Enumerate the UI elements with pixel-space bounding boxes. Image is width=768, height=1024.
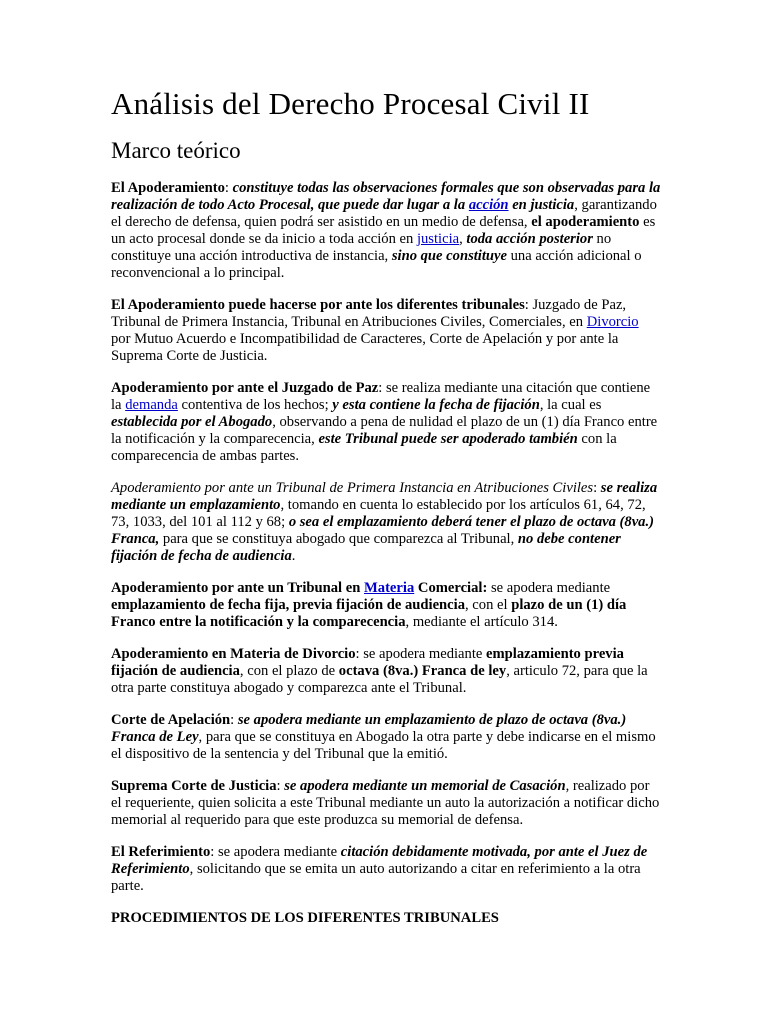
text-run: , realizado por el requeriente, quien solicita a este Tribunal mediante un auto la autorización a notificar dicho memorial al requerido para que este produzca su memorial de defensa. [111,778,660,828]
text-run: citación debidamente motivada, por ante el Juez de Referimiento [111,844,648,877]
text-run: por Mutuo Acuerdo e Incompatibilidad de Caracteres, Corte de Apelación y por ante la Suprema Corte de Justicia. [111,331,619,364]
document-body [111,180,661,895]
paragraph-materia-divorcio [111,646,661,697]
text-run: este Tribunal puede ser apoderado también [318,431,578,447]
text-run: El Referimiento [111,844,211,860]
paragraph-referimiento [111,844,661,895]
text-run: , con el plazo de [239,663,339,679]
text-run: Apoderamiento en Materia de Divorcio [111,646,356,662]
document-title: Análisis del Derecho Procesal Civil II [111,86,590,121]
text-run: se realiza mediante un emplazamiento [111,480,658,513]
link-divorcio[interactable]: Divorcio [586,314,639,330]
text-run: contentiva de los hechos; [177,397,333,413]
text-run: plazo de un (1) día Franco entre la notificación y la comparecencia [111,597,627,630]
text-run: emplazamiento previa fijación de audiencia [111,646,624,679]
text-run: el apoderamiento [531,214,640,230]
text-run: , garantizando el derecho de defensa, quien podrá ser asistido en un medio de defensa, [111,197,657,230]
text-run: , tomando en cuenta lo establecido por los artículos 61, 64, 72, 73, 1033, del 101 al 112 y 68; [111,497,646,530]
paragraph-materia-comercial [111,580,661,631]
paragraph-juzgado-de-paz [111,380,661,465]
text-run: , observando a pena de nulidad el plazo de un (1) día Franco entre la notificación y la comparecencia, [111,414,658,447]
text-run: se apodera mediante [487,580,611,596]
text-run: una acción adicional o reconvencional a lo principal. [111,248,642,281]
text-run: , [459,231,467,247]
text-run: Apoderamiento por ante un Tribunal de Primera Instancia en Atribuciones Civiles [111,480,594,496]
text-run: para que se constituya abogado que comparezca al Tribunal, [159,531,518,547]
text-run: , para que se constituya en Abogado la otra parte y debe indicarse en el mismo el dispositivo de la sentencia y del Tribunal que la emitió. [111,729,656,762]
text-run: Apoderamiento por ante un Tribunal en [111,580,364,596]
paragraph-tribunales-list [111,297,661,365]
link-demanda[interactable]: demanda [125,397,178,413]
text-run: sino que constituye [391,248,507,264]
text-run: : [224,180,233,196]
text-run: no debe contener fijación de fecha de audiencia [111,531,621,564]
text-run: , la cual es [539,397,602,413]
text-run: : se apodera mediante [355,646,487,662]
text-run: Suprema Corte de Justicia [111,778,277,794]
text-run: : [230,712,238,728]
link-materia[interactable]: Materia [364,580,415,596]
closing-heading: PROCEDIMIENTOS DE LOS DIFERENTES TRIBUNALES [111,910,499,926]
text-run: se apodera mediante un emplazamiento de plazo de octava (8va.) Franca de Ley [111,712,627,745]
text-run: El Apoderamiento [111,180,225,196]
text-run: : [593,480,601,496]
text-run: : se realiza mediante una citación que contiene la [111,380,651,413]
text-run: constituye todas las observaciones formales que son observadas para la realización de todo Acto Procesal, que puede dar lugar a la [111,180,661,213]
text-run: en justicia [508,197,575,213]
text-run: establecida por el Abogado [111,414,273,430]
paragraph-primera-instancia [111,480,661,565]
text-run: con la comparecencia de ambas partes. [111,431,617,464]
paragraph-corte-de-apelacion [111,712,661,763]
text-run: , solicitando que se emita un auto autorizando a citar en referimiento a la otra parte. [111,861,641,894]
text-run: y esta contiene la fecha de fijación [332,397,540,413]
paragraph-suprema-corte [111,778,661,829]
text-run: , articulo 72, para que la otra parte constituya abogado y comparezca ante el Tribunal. [111,663,648,696]
text-run: : [276,778,285,794]
text-run: toda acción posterior [466,231,593,247]
text-run: Corte de Apelación [111,712,231,728]
text-run: no constituye una acción introductiva de instancia, [111,231,612,264]
text-run: . [291,548,296,564]
text-run: : se apodera mediante [210,844,341,860]
text-run: Comercial: [414,580,488,596]
text-run: Apoderamiento por ante el Juzgado de Paz [111,380,379,396]
text-run: octava (8va.) Franca de ley [338,663,507,679]
text-run: El Apoderamiento puede hacerse por ante los diferentes tribunales [111,297,525,313]
paragraph-apoderamiento-definition [111,180,661,282]
text-run: , mediante el artículo 314. [405,614,558,630]
link-acción[interactable]: acción [468,197,509,213]
text-run: , con el [465,597,512,613]
text-run: es un acto procesal donde se da inicio a toda acción en [111,214,656,247]
text-run: : Juzgado de Paz, Tribunal de Primera Instancia, Tribunal en Atribuciones Civiles, Comerciales, en [111,297,627,330]
section-heading: Marco teórico [111,138,241,163]
text-run: emplazamiento de fecha fija, previa fijación de audiencia [111,597,465,613]
link-justicia[interactable]: justicia [416,231,460,247]
text-run: se apodera mediante un memorial de Casación [284,778,566,794]
text-run: o sea el emplazamiento deberá tener el plazo de octava (8va.) Franca, [111,514,654,547]
